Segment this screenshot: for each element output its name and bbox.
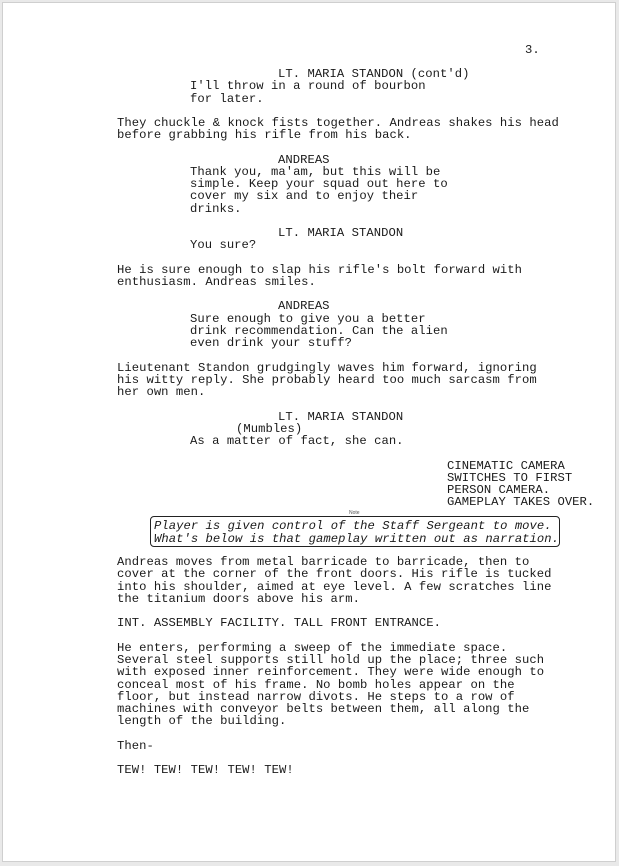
transition-line: SWITCHES TO FIRST [447,471,573,485]
action-line: into his shoulder, aimed at eye level. A few scratches line [117,580,552,594]
action-line: Then- [117,739,154,753]
action-line: before grabbing his rifle from his back. [117,128,412,142]
note-label: Note [349,510,360,516]
character-name: ANDREAS [278,153,330,167]
scene-heading: INT. ASSEMBLY FACILITY. TALL FRONT ENTRANCE. [117,616,442,630]
action-line: enthusiasm. Andreas smiles. [117,275,316,289]
transition-line: CINEMATIC CAMERA [447,459,565,473]
action-line: the titanium doors above his arm. [117,592,361,606]
character-name: LT. MARIA STANDON [278,226,404,240]
dialogue-line: As a matter of fact, she can. [190,434,404,448]
action-line: length of the building. [117,714,287,728]
action-line: He is sure enough to slap his rifle's bolt forward with [117,263,523,277]
action-line: her own men. [117,385,206,399]
action-line: his witty reply. She probably heard too much sarcasm from [117,373,537,387]
action-line: floor, but instead narrow divots. He steps to a row of [117,690,515,704]
dialogue-line: I'll throw in a round of bourbon [190,79,426,93]
dialogue-line: You sure? [190,238,257,252]
page-number: 3. [525,43,540,57]
transition-line: PERSON CAMERA. [447,483,551,497]
character-name: LT. MARIA STANDON (cont'd) [278,67,470,81]
note-line: What's below is that gameplay written out as narration. [154,532,560,546]
action-line: Several steel supports still hold up the place; three such [117,653,545,667]
dialogue-line: Sure enough to give you a better [190,312,426,326]
action-line: Lieutenant Standon grudgingly waves him forward, ignoring [117,361,537,375]
dialogue-line: cover my six and to enjoy their [190,189,419,203]
dialogue-line: for later. [190,92,264,106]
note-line: Player is given control of the Staff Sergeant to move. [154,519,552,533]
action-line: They chuckle & knock fists together. Andreas shakes his head [117,116,559,130]
action-line: with exposed inner reinforcement. They were wide enough to [117,665,545,679]
character-name: LT. MARIA STANDON [278,410,404,424]
action-line: conceal most of his frame. No bomb holes appear on the [117,678,515,692]
dialogue-line: even drink your stuff? [190,336,353,350]
action-line: He enters, performing a sweep of the immediate space. [117,641,508,655]
action-line: cover at the corner of the front doors. His rifle is tucked [117,567,552,581]
character-name: ANDREAS [278,299,330,313]
action-line: Andreas moves from metal barricade to barricade, then to [117,555,530,569]
transition-line: GAMEPLAY TAKES OVER. [447,495,595,509]
dialogue-line: drinks. [190,202,242,216]
action-line: TEW! TEW! TEW! TEW! TEW! [117,763,294,777]
dialogue-line: drink recommendation. Can the alien [190,324,448,338]
action-line: machines with conveyor belts between them, all along the [117,702,530,716]
dialogue-line: simple. Keep your squad out here to [190,177,448,191]
script-page [2,2,616,862]
dialogue-line: Thank you, ma'am, but this will be [190,165,441,179]
parenthetical: (Mumbles) [236,422,303,436]
